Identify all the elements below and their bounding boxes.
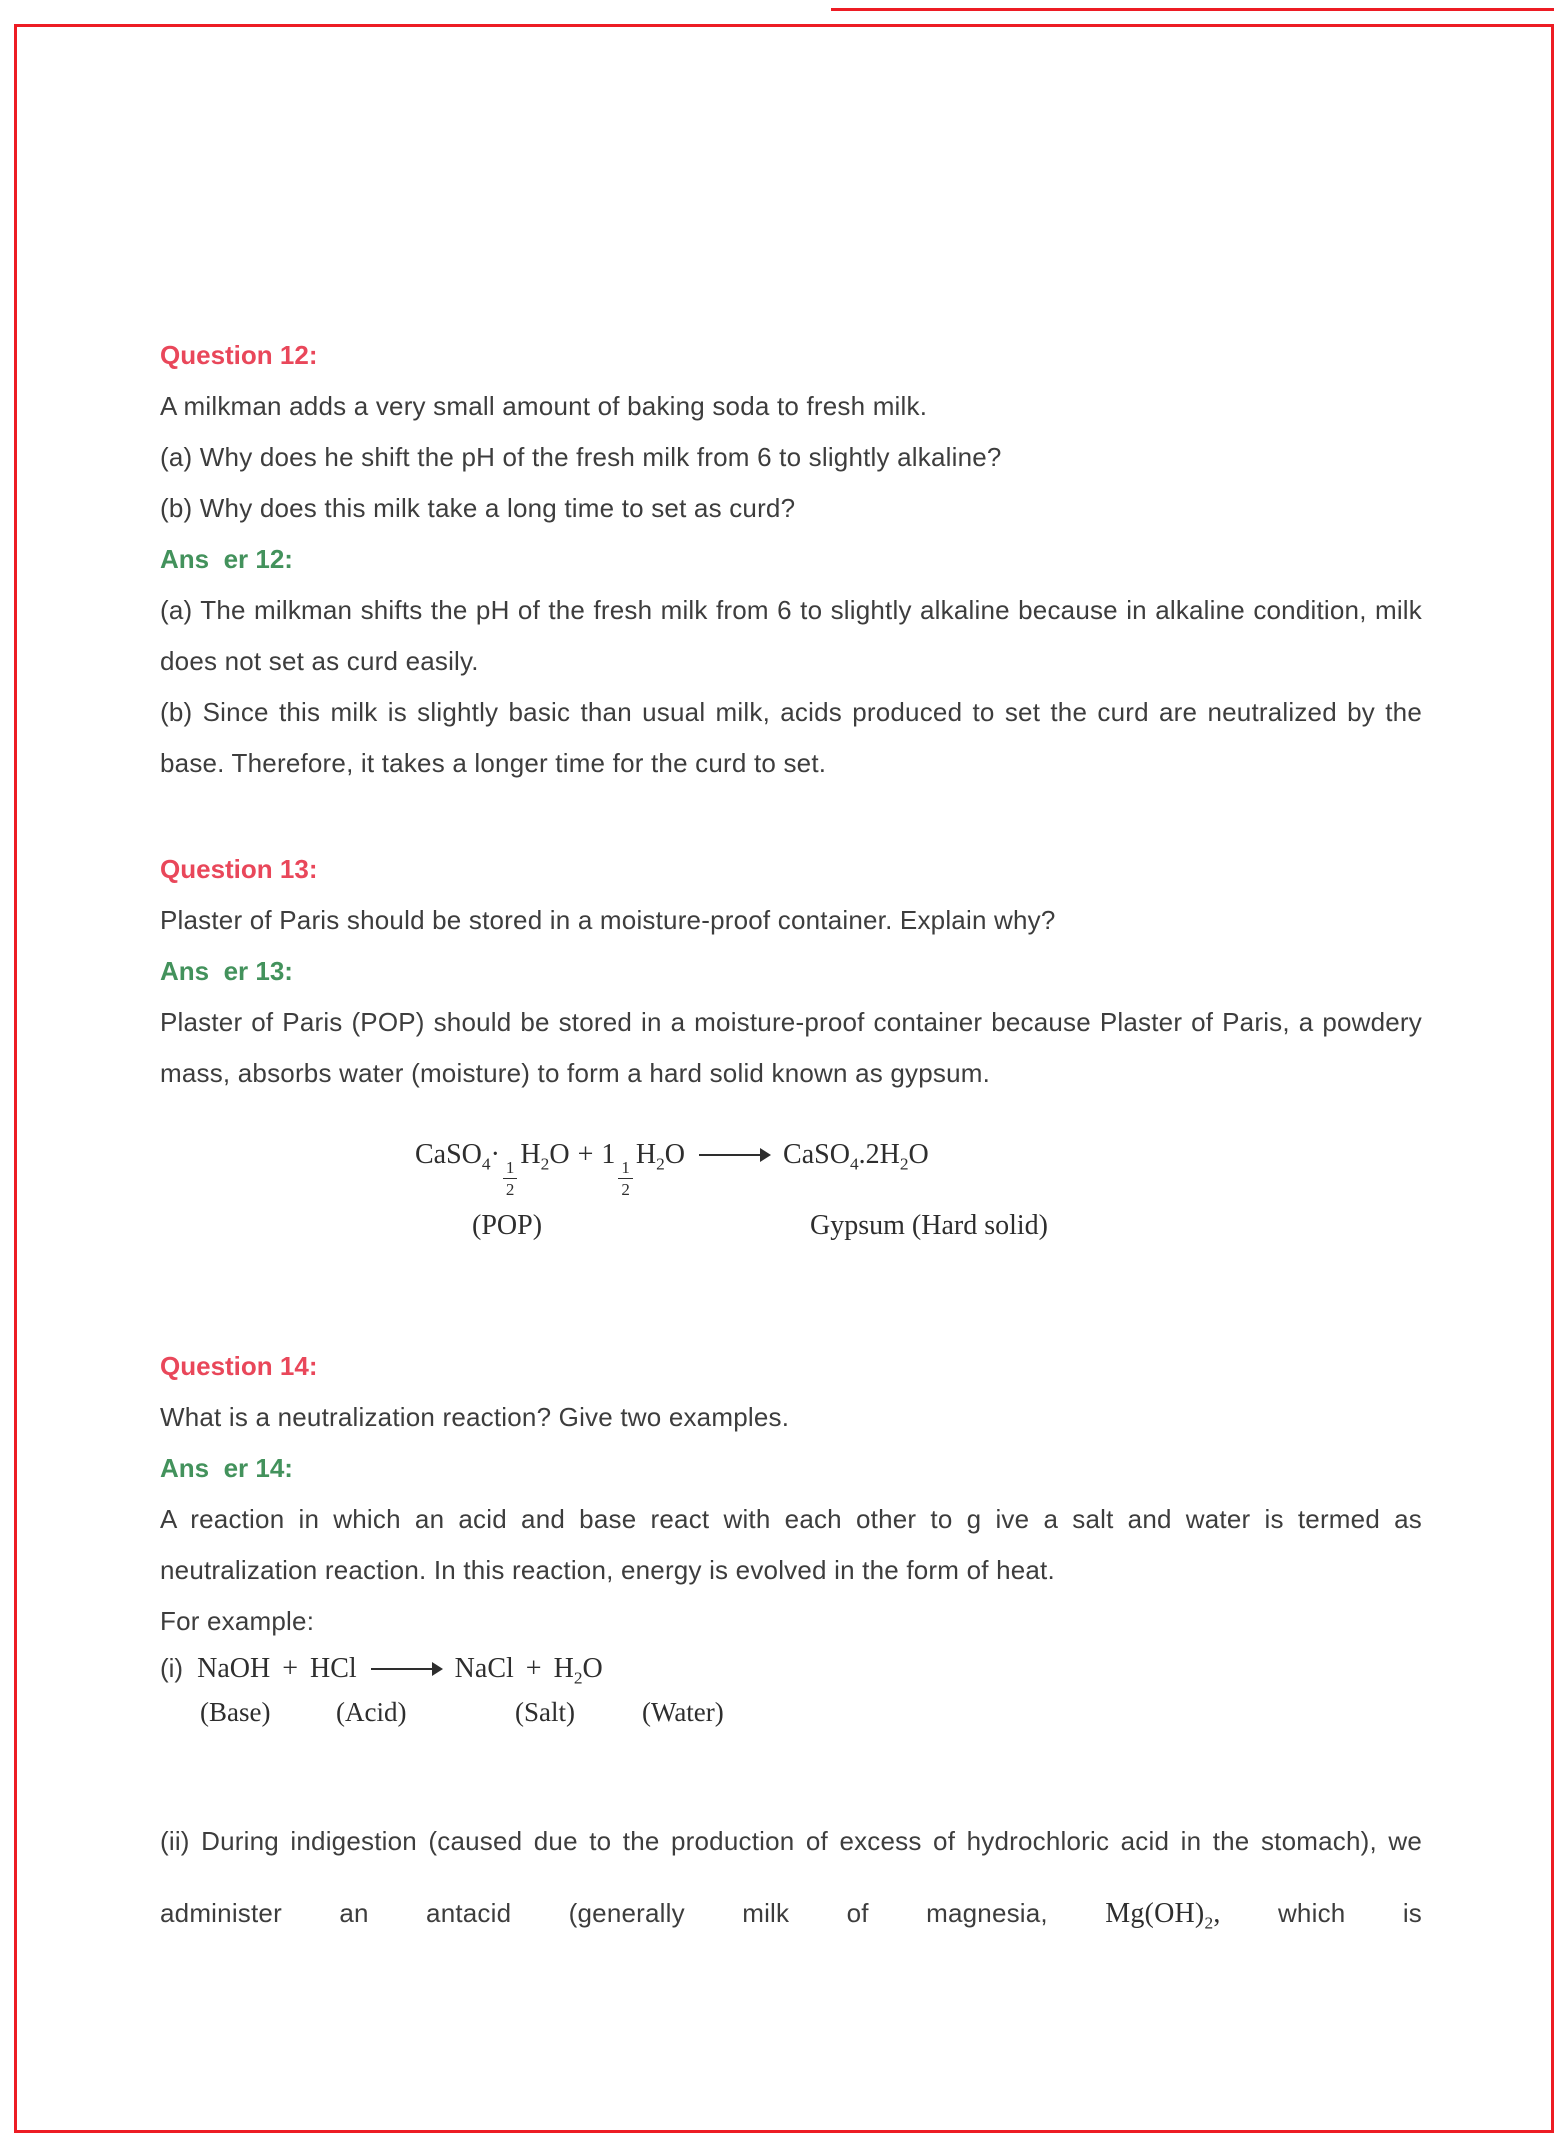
fraction-one-half [503, 1159, 518, 1198]
paragraph-ii-text-2: which is [1277, 1897, 1422, 1928]
mg-oh-2-formula [1105, 1897, 1221, 1933]
label-gypsum: Gypsum (Hard solid) [810, 1210, 1048, 1241]
chem-token: 1 [601, 1139, 616, 1170]
fraction-numerator: 1 [503, 1159, 518, 1179]
neutralization-equation-formula [160, 1653, 1422, 1689]
question-13-heading: Question 13: [160, 854, 318, 884]
chem-subscript: 4 [481, 1154, 491, 1174]
chem-subscript: 2 [1204, 1913, 1214, 1933]
answer-12-heading: Ans er 12: [160, 544, 293, 574]
chem-token: NaCl [454, 1653, 514, 1684]
question-13-line-1: Plaster of Paris should be stored in a moisture-proof container. Explain why? [160, 905, 1056, 935]
chem-token: H [520, 1139, 541, 1170]
chem-dot: · [490, 1139, 500, 1170]
fraction-denominator: 2 [505, 1180, 515, 1199]
page-content [160, 0, 1422, 1959]
plus-sign: + [525, 1653, 542, 1684]
question-12-line-1: A milkman adds a very small amount of baking soda to fresh milk. [160, 391, 928, 421]
chem-token: O [908, 1139, 929, 1170]
chem-token: Mg(OH) [1105, 1897, 1205, 1929]
neutralization-equation-block [160, 1653, 1422, 1745]
pop-equation-formula [160, 1139, 1422, 1198]
chem-token: H [553, 1653, 574, 1684]
chem-subscript: 2 [656, 1154, 665, 1174]
plus-sign: + [282, 1653, 298, 1684]
chem-token: NaOH [197, 1653, 271, 1684]
question-14-heading: Question 14: [160, 1351, 318, 1381]
plus-sign: + [577, 1139, 594, 1170]
answer-14-paragraph: A reaction in which an acid and base react with each other to g ive a salt and water is termed as neutralization reaction. In this reaction, energy is evolved in the form of heat. [160, 1504, 1422, 1585]
label-salt: (Salt) [515, 1696, 575, 1727]
pop-equation-labels [160, 1198, 1422, 1256]
answer-12-paragraph-b: (b) Since this milk is slightly basic than usual milk, acids produced to set the curd are neutralized by the base. Therefore, it takes a longer time for the curd to set. [160, 697, 1422, 778]
question-12-line-3: (b) Why does this milk take a long time to set as curd? [160, 493, 796, 523]
answer-13-heading: Ans er 13: [160, 956, 293, 986]
chem-token: O [664, 1139, 686, 1170]
fraction-denominator: 2 [621, 1180, 630, 1199]
chem-token: O [582, 1653, 603, 1684]
neutralization-equation-labels [160, 1689, 1422, 1745]
equation-prefix: (i) [160, 1653, 184, 1683]
answer-14-paragraph-ii [160, 1805, 1422, 1960]
chem-token: .2H [858, 1139, 900, 1170]
chem-subscript: 2 [899, 1154, 909, 1174]
chem-subscript: 4 [849, 1154, 859, 1174]
label-pop: (POP) [472, 1210, 543, 1241]
fraction-numerator: 1 [618, 1159, 633, 1179]
question-14-line-1: What is a neutralization reaction? Give two examples. [160, 1402, 790, 1432]
label-water: (Water) [642, 1696, 724, 1727]
chem-subscript: 2 [540, 1154, 550, 1174]
fraction-one-half [618, 1159, 633, 1198]
chem-subscript: 2 [573, 1668, 583, 1688]
chem-token: CaSO [783, 1139, 850, 1170]
answer-14-for-example: For example: [160, 1606, 315, 1636]
answer-12-paragraph-a: (a) The milkman shifts the pH of the fresh milk from 6 to slightly alkaline because in alkaline condition, milk does not set as curd easily. [160, 595, 1422, 676]
paragraph-ii-text-1: (ii) During indigestion (caused due to the production of excess of hydrochloric acid in the stomach), we administer an antacid (generally milk of magnesia, [160, 1825, 1422, 1928]
question-12-heading: Question 12: [160, 340, 318, 370]
question-12-line-2: (a) Why does he shift the pH of the fresh milk from 6 to slightly alkaline? [160, 442, 1002, 472]
answer-13-paragraph: Plaster of Paris (POP) should be stored in a moisture-proof container because Plaster of Paris, a powdery mass, absorbs water (moisture) to form a hard solid known as gypsum. [160, 1007, 1422, 1088]
reaction-arrow-icon [371, 1668, 441, 1670]
chem-token: O [549, 1139, 570, 1170]
reaction-arrow-icon [699, 1154, 769, 1156]
pop-equation-block [160, 1139, 1422, 1256]
label-base: (Base) [200, 1696, 271, 1727]
chem-token: CaSO [415, 1139, 482, 1170]
chem-token: HCl [309, 1653, 357, 1684]
label-acid: (Acid) [336, 1696, 407, 1727]
chem-token: H [635, 1139, 657, 1170]
answer-14-heading: Ans er 14: [160, 1453, 293, 1483]
chem-comma: , [1213, 1897, 1221, 1929]
